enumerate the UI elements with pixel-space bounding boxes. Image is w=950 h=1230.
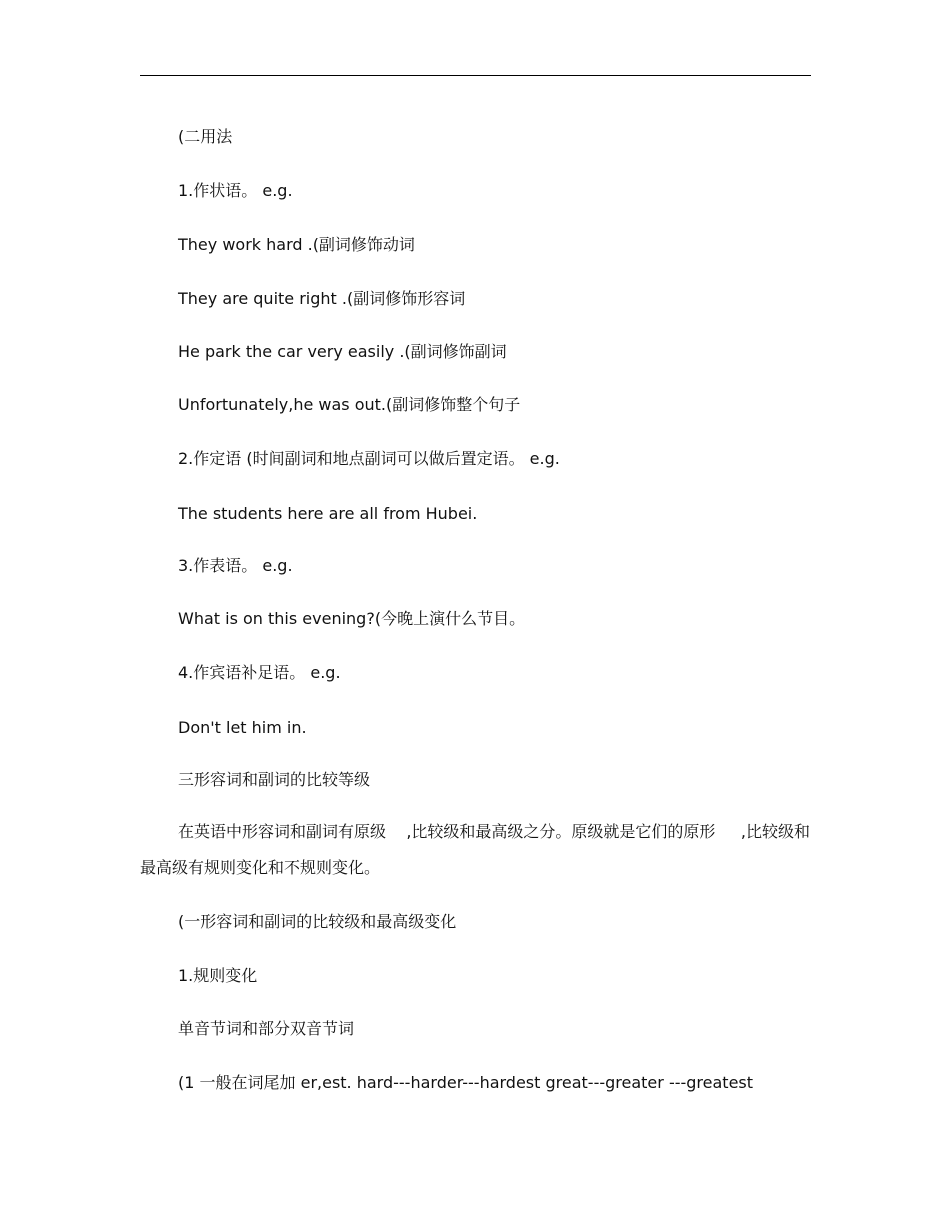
list-item-predicative: 3.作表语。 e.g.	[178, 556, 293, 575]
subsection-label: 单音节词和部分双音节词	[178, 1019, 355, 1038]
subsection-heading: (一形容词和副词的比较级和最高级变化	[178, 912, 457, 931]
list-item-object-complement: 4.作宾语补足语。 e.g.	[178, 663, 341, 682]
example-sentence: What is on this evening?(今晚上演什么节目。	[178, 609, 526, 628]
header-rule	[140, 75, 811, 76]
intro-paragraph: 在英语中形容词和副词有原级 ,比较级和最高级之分。原级就是它们的原形 ,比较级和最高级有规则变化和不规则变化。	[140, 822, 810, 877]
example-sentence: The students here are all from Hubei.	[178, 504, 478, 523]
example-sentence: Unfortunately,he was out.(副词修饰整个句子	[178, 395, 521, 414]
example-sentence: Don't let him in.	[178, 718, 307, 737]
example-sentence: They work hard .(副词修饰动词	[178, 235, 415, 254]
list-item-regular-change: 1.规则变化	[178, 966, 258, 985]
rule-item: (1 一般在词尾加 er,est. hard---harder---hardest great---greater ---greatest	[178, 1073, 754, 1092]
example-sentence: They are quite right .(副词修饰形容词	[178, 289, 466, 308]
list-item-attributive: 2.作定语 (时间副词和地点副词可以做后置定语。 e.g.	[178, 449, 560, 468]
example-sentence: He park the car very easily .(副词修饰副词	[178, 342, 507, 361]
section-heading-comparison: 三形容词和副词的比较等级	[178, 770, 371, 789]
section-heading-usage: (二用法	[178, 127, 233, 146]
list-item-adverbial: 1.作状语。 e.g.	[178, 181, 293, 200]
